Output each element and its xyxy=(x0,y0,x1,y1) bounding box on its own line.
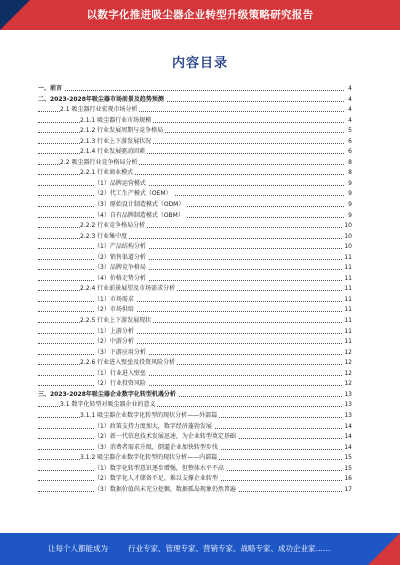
toc-entry-page: 11 xyxy=(343,305,352,316)
toc-entry-page: 12 xyxy=(343,358,352,369)
toc-entry-page: 10 xyxy=(343,221,352,232)
toc-leader-dots xyxy=(38,185,344,186)
toc-entry-text: 2.2 吸尘器行业竞争格局分析 xyxy=(60,158,139,169)
toc-entry-text: 2.1.3 行业上下游发展状况 xyxy=(80,137,153,148)
toc-entry-page: 4 xyxy=(347,84,352,95)
toc-entry-page: 11 xyxy=(343,253,352,264)
toc-entry-page: 9 xyxy=(347,200,352,211)
toc-entry-page: 13 xyxy=(343,400,352,411)
toc-entry-page: 11 xyxy=(343,274,352,285)
toc-entry[interactable] xyxy=(38,284,352,295)
toc-entry-text: 3.1 数字化转型对吸尘器企业的意义 xyxy=(60,400,157,411)
toc-entry[interactable] xyxy=(38,126,352,137)
toc-entry[interactable] xyxy=(38,147,352,158)
toc-entry-page: 4 xyxy=(347,116,352,127)
toc-entry-page: 13 xyxy=(343,411,352,422)
toc-entry-text: （1）市场需求 xyxy=(94,295,136,306)
header-banner xyxy=(0,0,400,30)
toc-entry-page: 11 xyxy=(343,284,352,295)
toc-entry-page: 9 xyxy=(347,179,352,190)
toc-entry[interactable] xyxy=(38,116,352,127)
toc-entry[interactable] xyxy=(38,305,352,316)
toc-entry-page: 8 xyxy=(347,158,352,169)
toc-entry-page: 6 xyxy=(347,147,352,158)
toc-leader-dots xyxy=(38,269,344,270)
toc-entry-page: 5 xyxy=(347,126,352,137)
footer-banner xyxy=(0,533,400,565)
toc-entry[interactable] xyxy=(38,432,352,443)
toc-entry-text: （3）下游应用分析 xyxy=(94,348,148,359)
toc-entry[interactable] xyxy=(38,390,352,401)
toc-entry[interactable] xyxy=(38,348,352,359)
toc-leader-dots xyxy=(38,301,344,302)
toc-entry[interactable] xyxy=(38,211,352,222)
toc-entry-text: （4）自有品牌制造模式（OBM） xyxy=(94,211,186,222)
toc-entry[interactable] xyxy=(38,274,352,285)
toc-entry[interactable] xyxy=(38,327,352,338)
toc-entry-text: 2.2.6 行业进入壁垒及投资风险分析 xyxy=(80,358,177,369)
toc-leader-dots xyxy=(38,217,344,218)
toc-entry-text: （2）代工生产模式（OEM） xyxy=(94,189,174,200)
toc-entry-text: （4）价格走势分析 xyxy=(94,274,148,285)
toc-entry-page: 10 xyxy=(343,242,352,253)
toc-entry-text: （2）数字化人才储备不足，难以支撑企业转型 xyxy=(94,474,220,485)
toc-leader-dots xyxy=(38,311,344,312)
toc-entry-page: 12 xyxy=(343,379,352,390)
toc-entry[interactable] xyxy=(38,379,352,390)
toc-leader-dots xyxy=(38,375,344,376)
toc-leader-dots xyxy=(38,206,344,207)
toc-entry-page: 11 xyxy=(343,295,352,306)
toc-entry[interactable] xyxy=(38,105,352,116)
toc-entry[interactable] xyxy=(38,358,352,369)
toc-entry-text: 一、前言 xyxy=(38,84,64,95)
toc-entry-text: 2.2.2 行业竞争格局分析 xyxy=(80,221,147,232)
toc-entry[interactable] xyxy=(38,316,352,327)
toc-entry-text: （1）上游分析 xyxy=(94,327,136,338)
toc-entry[interactable] xyxy=(38,158,352,169)
toc-entry-page: 4 xyxy=(347,105,352,116)
toc-entry-page: 10 xyxy=(343,232,352,243)
toc-entry-page: 11 xyxy=(343,337,352,348)
toc-entry-page: 17 xyxy=(343,485,352,496)
toc-entry[interactable] xyxy=(38,411,352,422)
toc-entry-text: （1）行业进入壁垒 xyxy=(94,369,148,380)
toc-entry-page: 8 xyxy=(347,168,352,179)
toc-entry-page: 13 xyxy=(343,390,352,401)
toc-entry[interactable] xyxy=(38,95,352,106)
toc-entry-page: 12 xyxy=(343,348,352,359)
toc-entry[interactable] xyxy=(38,242,352,253)
toc-entry-text: 二、2023-2028年吸尘器市场前景及趋势预测 xyxy=(38,95,166,106)
toc-entry-text: （3）品牌竞争格局 xyxy=(94,263,148,274)
toc-entry-text: （3）消费者需求升级，倒逼企业加快转型步伐 xyxy=(94,443,220,454)
toc-entry-page: 12 xyxy=(343,369,352,380)
toc-entry-text: 3.1.1 吸尘器企业数字化转型的现状分析——外部篇 xyxy=(80,411,219,422)
toc-entry[interactable] xyxy=(38,453,352,464)
toc-entry[interactable] xyxy=(38,221,352,232)
toc-entry-text: （2）新一代信息技术发展迅速，为企业转型奠定基础 xyxy=(94,432,238,443)
toc-entry-page: 14 xyxy=(343,422,352,433)
toc-leader-dots xyxy=(38,343,344,344)
toc-entry[interactable] xyxy=(38,443,352,454)
toc-entry-text: （3）原始设计制造模式（ODM） xyxy=(94,200,186,211)
toc-entry[interactable] xyxy=(38,337,352,348)
toc-entry[interactable] xyxy=(38,485,352,496)
toc-entry-text: （2）销售渠道分析 xyxy=(94,253,148,264)
footer-accent-triangle xyxy=(368,533,400,565)
toc-entry[interactable] xyxy=(38,422,352,433)
toc-entry[interactable] xyxy=(38,400,352,411)
toc-entry-text: （1）产品结构分析 xyxy=(94,242,148,253)
toc-leader-dots xyxy=(38,333,344,334)
toc-entry-page: 11 xyxy=(343,327,352,338)
toc-entry-text: （3）数据价值尚未充分挖掘，数据孤岛现象仍然普遍 xyxy=(94,485,238,496)
toc-entry[interactable] xyxy=(38,137,352,148)
toc-leader-dots xyxy=(38,195,344,196)
toc-entry[interactable] xyxy=(38,263,352,274)
toc-entry-page: 16 xyxy=(343,474,352,485)
toc-entry[interactable] xyxy=(38,232,352,243)
toc-leader-dots xyxy=(38,259,344,260)
toc-entry-page: 15 xyxy=(343,464,352,475)
toc-entry-text: 3.1.2 吸尘器企业数字化转型的现状分析——内部篇 xyxy=(80,453,219,464)
toc-entry-text: 2.1.2 行业发展周期与竞争格局 xyxy=(80,126,165,137)
toc-entry[interactable] xyxy=(38,84,352,95)
toc-entry-text: 2.2.4 行业前景展望及市场需求分析 xyxy=(80,284,177,295)
toc-entry-text: （2）中游分析 xyxy=(94,337,136,348)
toc-entry[interactable] xyxy=(38,200,352,211)
toc-entry-text: （1）政策支持力度加大，数字经济蓬勃发展 xyxy=(94,422,214,433)
toc-entry-page: 4 xyxy=(347,95,352,106)
toc-entry-text: （1）品牌运营模式 xyxy=(94,179,148,190)
toc-entry-page: 9 xyxy=(347,189,352,200)
toc-entry-page: 11 xyxy=(343,263,352,274)
toc-entry-page: 11 xyxy=(343,316,352,327)
toc-entry-text: 2.1.4 行业发展驱动因素 xyxy=(80,147,147,158)
toc-entry-page: 14 xyxy=(343,432,352,443)
toc-entry-text: 2.2.3 行业集中度 xyxy=(80,232,129,243)
report-title: 以数字化推进吸尘器企业转型升级策略研究报告 xyxy=(86,9,314,21)
toc-entry[interactable] xyxy=(38,253,352,264)
toc-heading: 内容目录 xyxy=(171,56,228,71)
toc-entry-text: 2.1 吸尘器行业宏观市场分析 xyxy=(60,105,139,116)
toc-entry-page: 14 xyxy=(343,443,352,454)
toc-entry[interactable] xyxy=(38,474,352,485)
toc-entry[interactable] xyxy=(38,464,352,475)
footer-slogan-right: 行业专家、管理专家、营销专家、战略专家、成功企业家…… xyxy=(128,544,331,553)
toc-entry-text: 三、2023-2028年吸尘器企业数字化转型机遇分析 xyxy=(38,390,178,401)
toc-entry-page: 9 xyxy=(347,211,352,222)
toc-entry[interactable] xyxy=(38,168,352,179)
footer-slogan-left: 让每个人都能成为 xyxy=(48,544,108,553)
toc-entry[interactable] xyxy=(38,189,352,200)
toc-entry-text: 2.1.1 吸尘器行业市场规模 xyxy=(80,116,153,127)
toc-entry-text: （2）行业投资风险 xyxy=(94,379,148,390)
toc-entry[interactable] xyxy=(38,369,352,380)
toc-entry-text: （2）市场供给 xyxy=(94,305,136,316)
toc-entry-text: 2.2.5 行业上下游发展现状 xyxy=(80,316,153,327)
toc-leader-dots xyxy=(38,385,344,386)
toc-entry-page: 6 xyxy=(347,137,352,148)
toc-leader-dots xyxy=(38,354,344,355)
table-of-contents xyxy=(38,84,352,495)
toc-leader-dots xyxy=(38,248,344,249)
toc-entry-text: 2.2.1 行业商业模式 xyxy=(80,168,135,179)
toc-entry[interactable] xyxy=(38,179,352,190)
toc-leader-dots xyxy=(38,90,344,91)
toc-leader-dots xyxy=(38,280,344,281)
toc-entry-page: 15 xyxy=(343,453,352,464)
toc-entry[interactable] xyxy=(38,295,352,306)
toc-entry-text: （1）数字化转型意识逐步增强，但整体水平不高 xyxy=(94,464,226,475)
